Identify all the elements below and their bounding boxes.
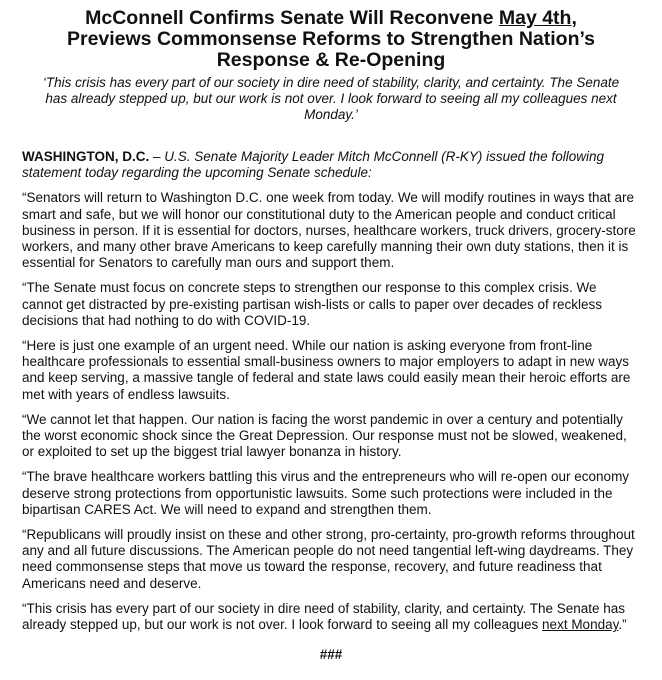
body-paragraph-3: “Here is just one example of an urgent need. While our nation is asking everyone from front-line healthcare professionals to essential small-business owners to major employers to adapt in new ways and keep serving, a massive tangle of federal and state laws could easily mean their heroic efforts are met with years of endless lawsuits. — [22, 338, 631, 402]
closing-end: .” — [618, 617, 627, 633]
closing-paragraph — [22, 601, 640, 633]
lede-text: U.S. Senate Majority Leader Mitch McConnell (R-KY) issued the following statement today regarding the upcoming Senate schedule: — [22, 149, 604, 181]
headline-line1-text: McConnell Confirms Senate Will Reconvene — [85, 7, 499, 29]
release-body — [22, 149, 640, 633]
subhead-quote: ‘This crisis has every part of our society in dire need of stability, clarity, and certainty. The Senate has already stepped up, but our work is not over. I look forward to seeing all my colleagues next Monday.’ — [42, 75, 620, 122]
headline-line1 — [85, 7, 577, 29]
body-paragraph-5: “The brave healthcare workers battling this virus and the entrepreneurs who will re-open our economy deserve strong protections from opportunistic lawsuits. Some such protections were included in the bipartisan CARES Act. We will need to expand and strengthen them. — [22, 469, 630, 517]
headline-line3: Response & Re-Opening — [216, 49, 446, 71]
lede-paragraph — [22, 149, 640, 181]
headline-line2: Previews Commonsense Reforms to Strengthen Nation’s — [66, 28, 596, 50]
body-paragraph-4: “We cannot let that happen. Our nation is facing the worst pandemic in over a century and potentially the worst economic shock since the Great Depression. Our response must not be slowed, weakened, or exploited to set up the biggest trial lawyer bonanza in history. — [22, 411, 627, 460]
body-paragraph-1: “Senators will return to Washington D.C. one week from today. We will modify routines in ways that are smart and safe, but we will honor our constitutional duty to the American people and conduct critical business in person. If it is essential for doctors, nurses, healthcare workers, truck drivers, grocery-store workers, and many other brave Americans to keep carefully manning their own duty stations, then it is essential for Senators to carefully man ours and support them. — [22, 190, 636, 271]
end-mark: ### — [319, 647, 343, 663]
body-paragraph-2: “The Senate must focus on concrete steps to strengthen our response to this complex crisis. We cannot get distracted by pre-existing partisan wish-lists or calls to paper over decades of reckless decisions that had nothing to do with COVID-19. — [22, 280, 603, 328]
closing-text: “This crisis has every part of our society in dire need of stability, clarity, and certainty. The Senate has already stepped up, but our work is not over. I look forward to seeing all my colleagues — [22, 600, 626, 633]
closing-underlined: next Monday — [542, 617, 619, 633]
dateline: WASHINGTON, D.C. — [22, 149, 150, 164]
headline-line1-comma: , — [571, 7, 577, 29]
dateline-dash: – — [149, 149, 165, 164]
headline — [22, 8, 640, 71]
headline-date: May 4th — [498, 7, 572, 29]
body-paragraph-6: “Republicans will proudly insist on these and other strong, pro-certainty, pro-growth reforms throughout any and all future discussions. The American people do not need tangential left-wing daydreams. They need commonsense steps that move us toward the response, recovery, and future readiness that Americans need and deserve. — [22, 527, 635, 591]
